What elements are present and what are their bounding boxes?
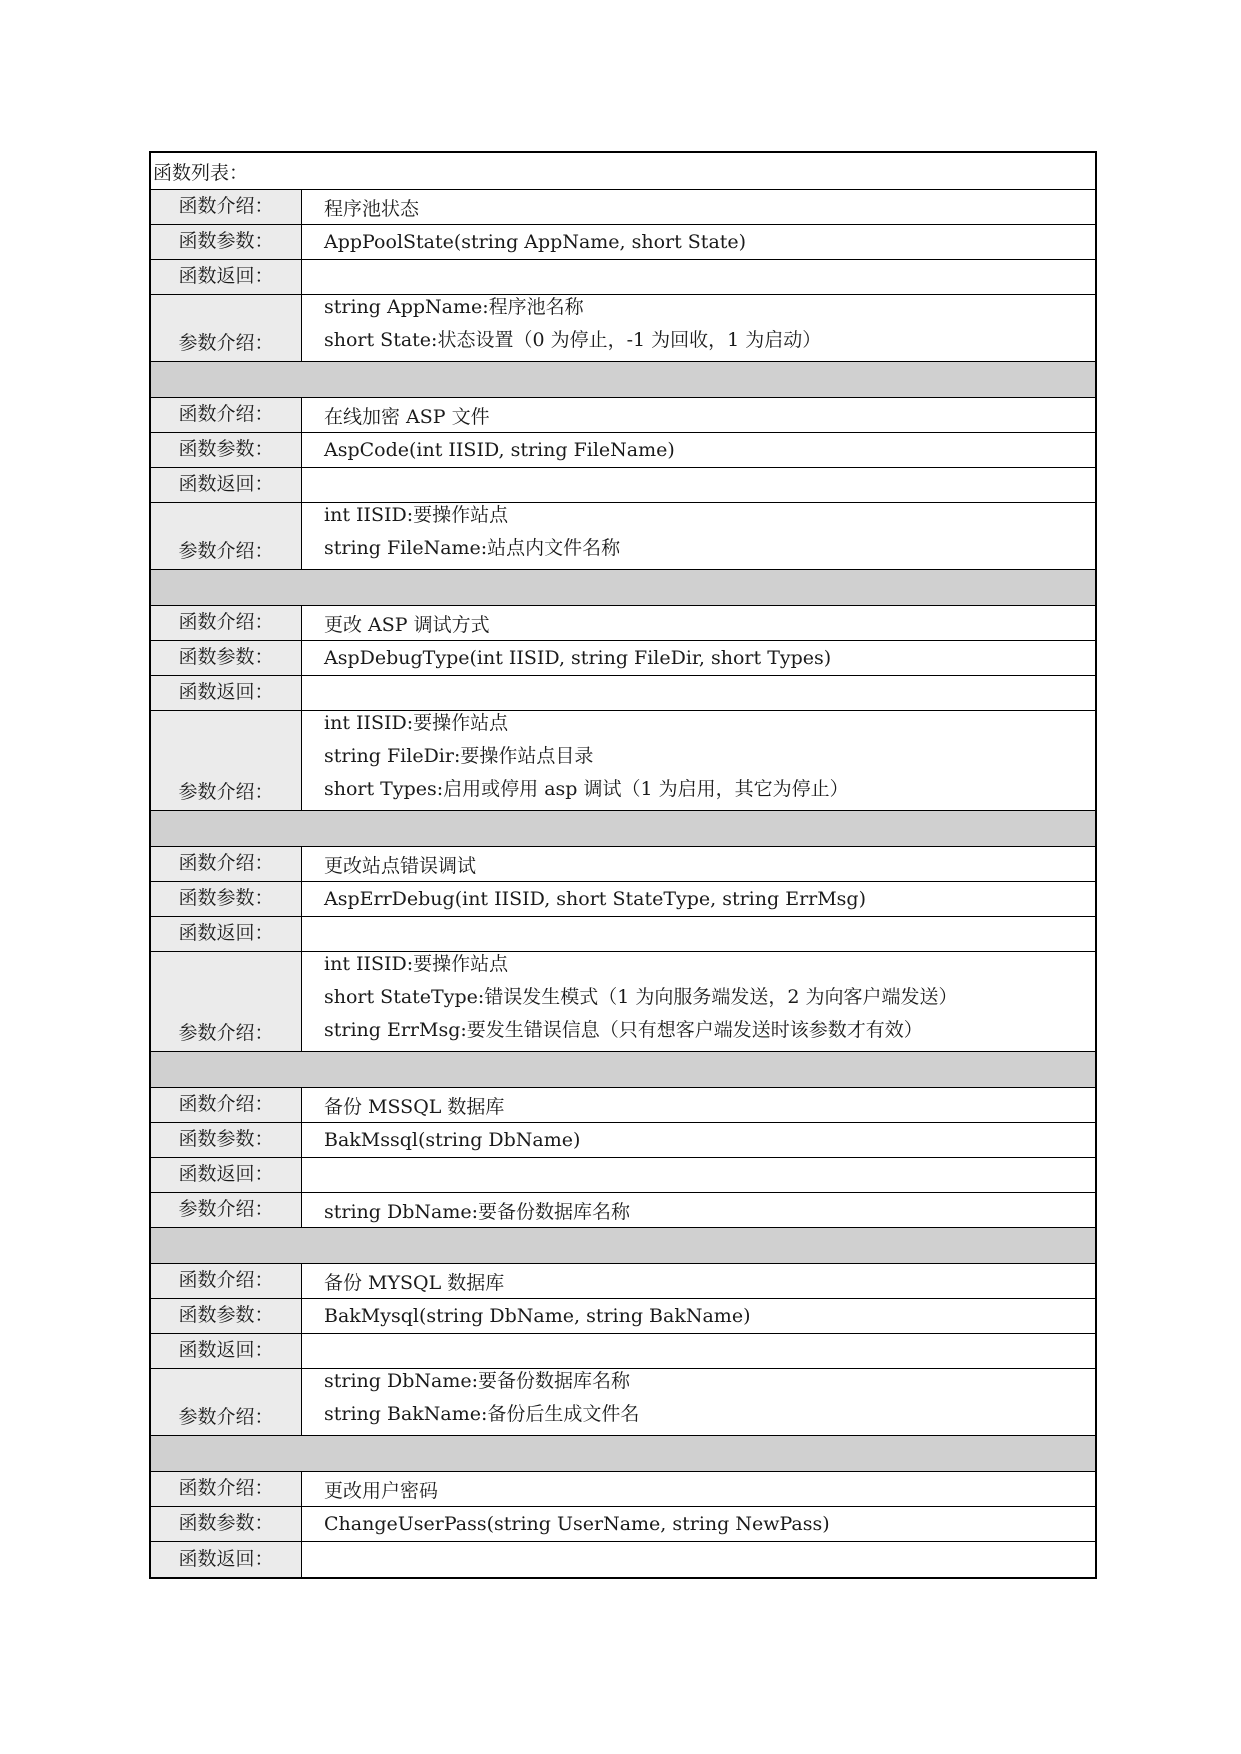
function-intro-row [151, 190, 1095, 225]
params-label: 函数参数： [151, 433, 302, 467]
param-desc-value [302, 1369, 1095, 1435]
signature-value [302, 1123, 1095, 1157]
section-separator [151, 1436, 1095, 1472]
table-title: 函数列表： [151, 153, 1095, 190]
intro-label: 函数介绍： [151, 606, 302, 640]
intro-label: 函数介绍： [151, 190, 302, 224]
function-params-row [151, 882, 1095, 917]
param-desc-value [302, 1193, 1095, 1227]
section-separator [151, 362, 1095, 398]
function-params-row [151, 641, 1095, 676]
param-desc-value [302, 711, 1095, 810]
signature-value [302, 225, 1095, 259]
returns-label: 函数返回： [151, 260, 302, 294]
returns-label: 函数返回： [151, 917, 302, 951]
function-returns-row [151, 1542, 1095, 1577]
function-returns-row [151, 1334, 1095, 1369]
returns-value [302, 468, 1095, 502]
signature-value [302, 433, 1095, 467]
param-desc-label: 参数介绍： [151, 711, 302, 810]
section-separator [151, 1228, 1095, 1264]
intro-label: 函数介绍： [151, 1088, 302, 1122]
section-separator [151, 811, 1095, 847]
param-desc-label: 参数介绍： [151, 295, 302, 361]
function-params-row [151, 225, 1095, 260]
returns-value [302, 1158, 1095, 1192]
params-label: 函数参数： [151, 225, 302, 259]
section-separator [151, 570, 1095, 606]
section-separator [151, 1052, 1095, 1088]
intro-value: 更改 ASP 调试方式 [324, 613, 490, 636]
function-params-row [151, 1507, 1095, 1542]
function-intro-row [151, 606, 1095, 641]
param-desc-row [151, 295, 1095, 362]
function-params-row [151, 1123, 1095, 1158]
params-label: 函数参数： [151, 882, 302, 916]
param-desc-row [151, 503, 1095, 570]
intro-label: 函数介绍： [151, 398, 302, 432]
param-desc-row [151, 952, 1095, 1052]
function-intro-row [151, 1088, 1095, 1123]
param-line: string DbName:要备份数据库名称 [324, 1200, 630, 1223]
signature-text: BakMssql(string DbName) [324, 1129, 581, 1151]
param-desc-value [302, 952, 1095, 1051]
param-line: string FileDir:要操作站点目录 [324, 745, 594, 767]
params-label: 函数参数： [151, 1507, 302, 1541]
returns-value [302, 676, 1095, 710]
returns-label: 函数返回： [151, 1542, 302, 1577]
param-line: string BakName:备份后生成文件名 [324, 1403, 640, 1425]
signature-text: AspCode(int IISID, string FileName) [324, 439, 675, 461]
intro-label: 函数介绍： [151, 1264, 302, 1298]
returns-label: 函数返回： [151, 1334, 302, 1368]
intro-value: 备份 MSSQL 数据库 [324, 1095, 505, 1118]
function-params-row [151, 1299, 1095, 1334]
param-line: string DbName:要备份数据库名称 [324, 1370, 630, 1392]
returns-label: 函数返回： [151, 468, 302, 502]
returns-value [302, 260, 1095, 294]
signature-text: AppPoolState(string AppName, short State) [324, 231, 747, 253]
returns-value [302, 1542, 1095, 1577]
signature-value [302, 641, 1095, 675]
function-returns-row [151, 917, 1095, 952]
signature-value [302, 882, 1095, 916]
param-desc-value [302, 295, 1095, 361]
param-line: short StateType:错误发生模式（1 为向服务端发送，2 为向客户端发送） [324, 986, 958, 1008]
intro-label: 函数介绍： [151, 847, 302, 881]
param-line: string AppName:程序池名称 [324, 296, 584, 318]
signature-value [302, 1507, 1095, 1541]
param-desc-label: 参数介绍： [151, 952, 302, 1051]
intro-label: 函数介绍： [151, 1472, 302, 1506]
param-line: int IISID:要操作站点 [324, 712, 509, 734]
param-desc-row [151, 1193, 1095, 1228]
intro-value: 更改用户密码 [324, 1479, 439, 1502]
intro-value: 程序池状态 [324, 197, 420, 220]
param-desc-row [151, 1369, 1095, 1436]
intro-value: 更改站点错误调试 [324, 854, 477, 877]
signature-value [302, 1299, 1095, 1333]
param-desc-label: 参数介绍： [151, 1369, 302, 1435]
intro-value: 在线加密 ASP 文件 [324, 405, 490, 428]
param-line: short Types:启用或停用 asp 调试（1 为启用，其它为停止） [324, 778, 849, 800]
params-label: 函数参数： [151, 1123, 302, 1157]
returns-value [302, 1334, 1095, 1368]
returns-label: 函数返回： [151, 676, 302, 710]
signature-text: ChangeUserPass(string UserName, string NewPass) [324, 1513, 830, 1535]
param-line: int IISID:要操作站点 [324, 504, 509, 526]
param-line: short State:状态设置（0 为停止，-1 为回收，1 为启动） [324, 329, 822, 351]
param-line: string FileName:站点内文件名称 [324, 537, 621, 559]
function-intro-row [151, 398, 1095, 433]
param-line: int IISID:要操作站点 [324, 953, 509, 975]
function-returns-row [151, 1158, 1095, 1193]
function-returns-row [151, 468, 1095, 503]
function-intro-row [151, 1472, 1095, 1507]
param-line: string ErrMsg:要发生错误信息（只有想客户端发送时该参数才有效） [324, 1019, 923, 1041]
param-desc-label: 参数介绍： [151, 1193, 302, 1227]
param-desc-label: 参数介绍： [151, 503, 302, 569]
function-list-table [149, 151, 1097, 1579]
param-desc-value [302, 503, 1095, 569]
function-intro-row [151, 1264, 1095, 1299]
function-returns-row [151, 260, 1095, 295]
function-intro-row [151, 847, 1095, 882]
param-desc-row [151, 711, 1095, 811]
returns-value [302, 917, 1095, 951]
params-label: 函数参数： [151, 641, 302, 675]
function-returns-row [151, 676, 1095, 711]
function-params-row [151, 433, 1095, 468]
signature-text: AspDebugType(int IISID, string FileDir, short Types) [324, 647, 832, 669]
intro-value: 备份 MYSQL 数据库 [324, 1271, 505, 1294]
signature-text: AspErrDebug(int IISID, short StateType, string ErrMsg) [324, 888, 867, 910]
signature-text: BakMysql(string DbName, string BakName) [324, 1305, 751, 1327]
params-label: 函数参数： [151, 1299, 302, 1333]
returns-label: 函数返回： [151, 1158, 302, 1192]
